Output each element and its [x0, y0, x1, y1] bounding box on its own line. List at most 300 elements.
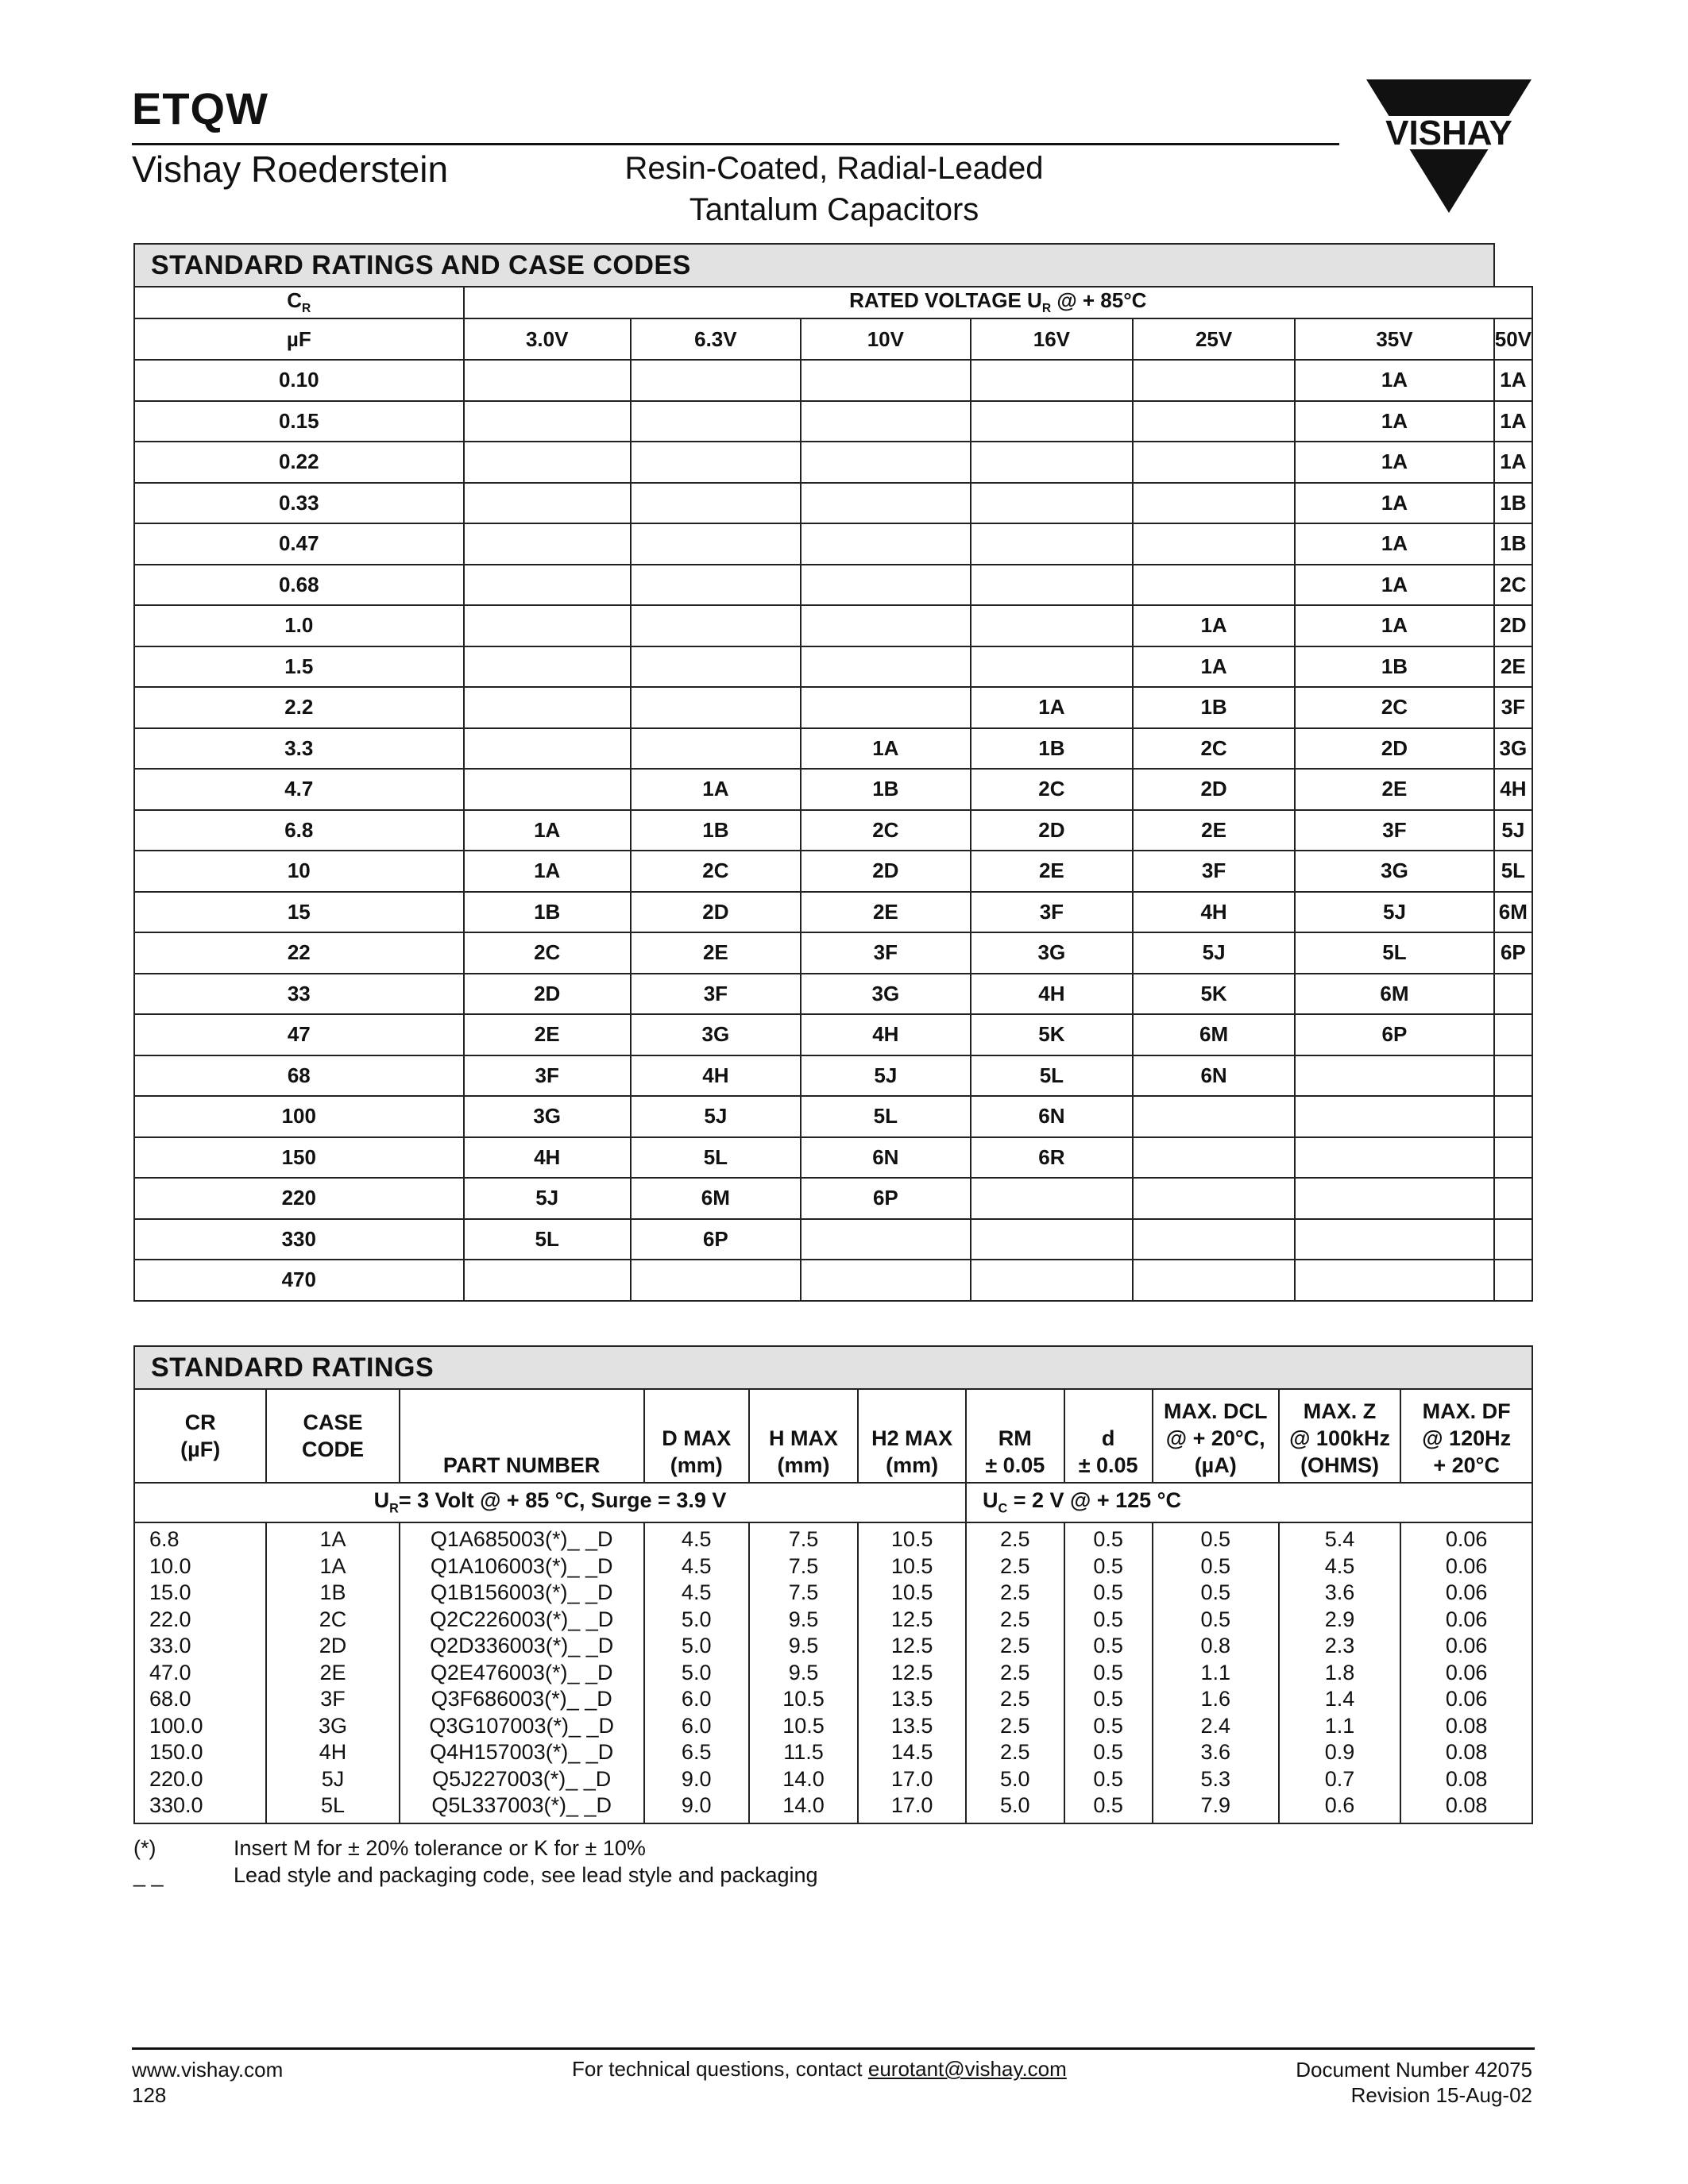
h2max-cell: 10.5: [858, 1553, 966, 1580]
case-code-cell: [464, 483, 631, 524]
part-cell: Q5J227003(*)_ _D: [400, 1766, 644, 1793]
cr-col-header: CR (µF): [134, 1389, 266, 1483]
capacitance-cell: 2.2: [134, 687, 464, 728]
case-code-cell: 2E: [1133, 810, 1295, 851]
df-cell: 0.08: [1400, 1766, 1532, 1793]
dmax-cell: 6.0: [644, 1686, 749, 1713]
case-code-cell: [1133, 1096, 1295, 1137]
case-code-cell: 6N: [1133, 1055, 1295, 1097]
case-code-cell: 5J: [631, 1096, 801, 1137]
case-code-cell: [1295, 1219, 1494, 1260]
capacitance-cell: 1.5: [134, 646, 464, 688]
case-code-cell: 2D: [631, 892, 801, 933]
case-cell: 1B: [266, 1580, 399, 1607]
case-code-cell: [801, 646, 971, 688]
case-code-cell: [971, 483, 1133, 524]
case-code-cell: 1A: [1295, 401, 1494, 442]
capacitance-cell: 15: [134, 892, 464, 933]
vishay-logo: [1363, 76, 1535, 216]
case-code-cell: 5L: [1295, 932, 1494, 974]
case-code-cell: [1494, 1014, 1532, 1055]
case-code-cell: 6P: [631, 1219, 801, 1260]
case-code-cell: [801, 1219, 971, 1260]
hmax-cell: 10.5: [749, 1713, 859, 1740]
footer-rule: [132, 2047, 1535, 2050]
capacitance-cell: 0.10: [134, 360, 464, 401]
rm-cell: 2.5: [966, 1553, 1064, 1580]
rm-cell: 2.5: [966, 1713, 1064, 1740]
part-cell: Q2D336003(*)_ _D: [400, 1633, 644, 1660]
table-row: [134, 1522, 1532, 1553]
case-code-cell: 6M: [1295, 974, 1494, 1015]
case-code-cell: [464, 769, 631, 810]
hmax-cell: 7.5: [749, 1522, 859, 1553]
case-code-cell: [1295, 1096, 1494, 1137]
table-row: [134, 1553, 1532, 1580]
dcl-cell: 1.6: [1153, 1686, 1279, 1713]
case-code-cell: [464, 401, 631, 442]
dcl-col-header: MAX. DCL @ + 20°C, (µA): [1153, 1389, 1279, 1483]
h2max-cell: 17.0: [858, 1792, 966, 1823]
z-cell: 5.4: [1279, 1522, 1401, 1553]
subtitle-line-1: Resin-Coated, Radial-Leaded: [624, 151, 1044, 186]
table-row: [134, 851, 1532, 892]
hmax-cell: 14.0: [749, 1792, 859, 1823]
hmax-cell: 10.5: [749, 1686, 859, 1713]
case-code-cell: [631, 687, 801, 728]
capacitance-cell: 0.22: [134, 442, 464, 483]
case-code-cell: [631, 442, 801, 483]
z-cell: 2.9: [1279, 1607, 1401, 1634]
h2max-cell: 17.0: [858, 1766, 966, 1793]
case-code-cell: 6N: [801, 1137, 971, 1179]
case-code-cell: [971, 523, 1133, 565]
revision-date: Revision 15-Aug-02: [1350, 2083, 1532, 2107]
case-code-cell: [1133, 523, 1295, 565]
subtitle-line-2: Tantalum Capacitors: [689, 192, 979, 227]
case-code-cell: [801, 483, 971, 524]
case-code-cell: [1133, 1178, 1295, 1219]
rm-cell: 5.0: [966, 1792, 1064, 1823]
case-code-cell: 6M: [631, 1178, 801, 1219]
voltage-header: 6.3V: [631, 318, 801, 360]
case-code-cell: 1A: [801, 728, 971, 770]
case-code-cell: 2E: [1494, 646, 1532, 688]
cr-cell: 15.0: [134, 1580, 266, 1607]
page-number: 128: [132, 2083, 167, 2107]
case-code-cell: [631, 605, 801, 646]
part-col-header: PART NUMBER: [400, 1389, 644, 1483]
part-cell: Q3G107003(*)_ _D: [400, 1713, 644, 1740]
part-cell: Q1A106003(*)_ _D: [400, 1553, 644, 1580]
capacitance-cell: 470: [134, 1260, 464, 1301]
hmax-cell: 9.5: [749, 1633, 859, 1660]
table-row: [134, 1607, 1532, 1634]
z-cell: 0.6: [1279, 1792, 1401, 1823]
case-code-cell: 6M: [1494, 892, 1532, 933]
df-cell: 0.06: [1400, 1607, 1532, 1634]
case-code-cell: [1133, 360, 1295, 401]
case-code-cell: 2C: [464, 932, 631, 974]
cr-cell: 68.0: [134, 1686, 266, 1713]
case-code-cell: [1295, 1137, 1494, 1179]
dcl-cell: 0.8: [1153, 1633, 1279, 1660]
capacitance-cell: 10: [134, 851, 464, 892]
case-code-cell: [464, 360, 631, 401]
case-cell: 3F: [266, 1686, 399, 1713]
case-cell: 5J: [266, 1766, 399, 1793]
case-code-cell: 6R: [971, 1137, 1133, 1179]
case-code-cell: [801, 605, 971, 646]
rm-cell: 2.5: [966, 1607, 1064, 1634]
z-cell: 1.8: [1279, 1660, 1401, 1687]
case-code-cell: 2D: [1133, 769, 1295, 810]
voltage-header: 3.0V: [464, 318, 631, 360]
document-number: Document Number 42075: [1296, 2058, 1532, 2082]
case-code-cell: [801, 565, 971, 606]
case-cell: 3G: [266, 1713, 399, 1740]
case-code-cell: [801, 687, 971, 728]
case-code-cell: 1A: [631, 769, 801, 810]
hmax-cell: 11.5: [749, 1739, 859, 1766]
dmax-cell: 9.0: [644, 1766, 749, 1793]
df-cell: 0.08: [1400, 1713, 1532, 1740]
capacitance-cell: 6.8: [134, 810, 464, 851]
z-col-header: MAX. Z @ 100kHz (OHMS): [1279, 1389, 1401, 1483]
d-cell: 0.5: [1064, 1792, 1153, 1823]
rm-cell: 5.0: [966, 1766, 1064, 1793]
case-code-cell: [631, 401, 801, 442]
dmax-cell: 6.0: [644, 1713, 749, 1740]
case-code-cell: 6P: [801, 1178, 971, 1219]
case-code-cell: [1133, 1219, 1295, 1260]
h2max-cell: 12.5: [858, 1607, 966, 1634]
case-code-cell: 3F: [971, 892, 1133, 933]
case-cell: 2E: [266, 1660, 399, 1687]
z-cell: 0.7: [1279, 1766, 1401, 1793]
case-code-cell: 3G: [1295, 851, 1494, 892]
part-cell: Q1B156003(*)_ _D: [400, 1580, 644, 1607]
category-voltage-condition: $U_C = 2$ V @ + 125 °C: [966, 1483, 1532, 1522]
dmax-cell: 5.0: [644, 1660, 749, 1687]
table-row: [134, 974, 1532, 1015]
d-cell: 0.5: [1064, 1713, 1153, 1740]
case-code-cell: 5J: [801, 1055, 971, 1097]
case-code-cell: 5L: [801, 1096, 971, 1137]
case-code-cell: 5L: [631, 1137, 801, 1179]
case-code-cell: [801, 401, 971, 442]
voltage-header: 25V: [1133, 318, 1295, 360]
case-code-cell: 2E: [1295, 769, 1494, 810]
case-code-cell: 2E: [631, 932, 801, 974]
case-code-cell: [464, 565, 631, 606]
d-cell: 0.5: [1064, 1553, 1153, 1580]
dcl-cell: 0.5: [1153, 1522, 1279, 1553]
table-row: [134, 1096, 1532, 1137]
cr-cell: 33.0: [134, 1633, 266, 1660]
dcl-cell: 7.9: [1153, 1792, 1279, 1823]
capacitance-cell: 47: [134, 1014, 464, 1055]
case-code-cell: [631, 360, 801, 401]
case-code-cell: 5L: [971, 1055, 1133, 1097]
case-code-cell: 6P: [1494, 932, 1532, 974]
website-link[interactable]: www.vishay.com: [132, 2058, 284, 2082]
case-code-cell: 6M: [1133, 1014, 1295, 1055]
case-code-cell: 1B: [1295, 646, 1494, 688]
capacitance-cell: 330: [134, 1219, 464, 1260]
case-code-cell: 1A: [1494, 401, 1532, 442]
table-row: [134, 1580, 1532, 1607]
case-code-cell: 2E: [464, 1014, 631, 1055]
case-code-cell: 2D: [1295, 728, 1494, 770]
case-code-cell: 2C: [631, 851, 801, 892]
dmax-cell: 4.5: [644, 1580, 749, 1607]
df-cell: 0.08: [1400, 1739, 1532, 1766]
table-row: [134, 1178, 1532, 1219]
case-code-cell: [1494, 1096, 1532, 1137]
case-code-cell: [464, 605, 631, 646]
case-code-cell: 4H: [801, 1014, 971, 1055]
document-subtitle: [588, 148, 1080, 230]
table-row: [134, 523, 1532, 565]
case-code-cell: [801, 523, 971, 565]
case-code-cell: [971, 1219, 1133, 1260]
case-codes-table: [133, 243, 1533, 1302]
case-code-cell: [1494, 1260, 1532, 1301]
table-row: [134, 769, 1532, 810]
table-row: [134, 1260, 1532, 1301]
case-code-cell: 1A: [1295, 442, 1494, 483]
table-row: [134, 1633, 1532, 1660]
case-code-cell: 2C: [1295, 687, 1494, 728]
case-code-cell: 5J: [464, 1178, 631, 1219]
capacitance-cell: 33: [134, 974, 464, 1015]
case-code-cell: 2E: [801, 892, 971, 933]
table-row: [134, 1014, 1532, 1055]
rm-cell: 2.5: [966, 1580, 1064, 1607]
case-code-cell: [1133, 483, 1295, 524]
case-code-cell: [1295, 1055, 1494, 1097]
df-cell: 0.06: [1400, 1660, 1532, 1687]
capacitance-cell: 0.68: [134, 565, 464, 606]
case-code-cell: [971, 442, 1133, 483]
dmax-cell: 4.5: [644, 1553, 749, 1580]
case-code-cell: 3G: [1494, 728, 1532, 770]
cr-cell: 330.0: [134, 1792, 266, 1823]
document-title: ETQW: [132, 83, 268, 133]
case-code-cell: [1133, 1260, 1295, 1301]
d-cell: 0.5: [1064, 1607, 1153, 1634]
df-cell: 0.06: [1400, 1522, 1532, 1553]
capacitance-cell: 100: [134, 1096, 464, 1137]
case-code-cell: 1A: [1295, 565, 1494, 606]
d-cell: 0.5: [1064, 1660, 1153, 1687]
h2max-cell: 10.5: [858, 1580, 966, 1607]
table-row: [134, 1713, 1532, 1740]
case-code-cell: [1133, 442, 1295, 483]
h2max-cell: 12.5: [858, 1633, 966, 1660]
footnotes: [133, 1835, 818, 1889]
table-row: [134, 810, 1532, 851]
capacitance-cell: 0.15: [134, 401, 464, 442]
h2max-cell: 13.5: [858, 1686, 966, 1713]
df-cell: 0.06: [1400, 1686, 1532, 1713]
case-code-cell: [464, 1260, 631, 1301]
z-cell: 1.1: [1279, 1713, 1401, 1740]
case-code-cell: 2C: [801, 810, 971, 851]
capacitance-cell: 4.7: [134, 769, 464, 810]
case-cell: 2D: [266, 1633, 399, 1660]
dcl-cell: 3.6: [1153, 1739, 1279, 1766]
case-code-cell: 6N: [971, 1096, 1133, 1137]
rated-voltage-condition: $U_R= 3$ Volt @ + 85 °C, Surge = 3.9 V: [134, 1483, 966, 1522]
case-code-cell: 1B: [971, 728, 1133, 770]
case-code-cell: 5L: [1494, 851, 1532, 892]
dmax-col-header: D MAX (mm): [644, 1389, 749, 1483]
case-code-cell: 6P: [1295, 1014, 1494, 1055]
df-cell: 0.06: [1400, 1633, 1532, 1660]
dcl-cell: 5.3: [1153, 1766, 1279, 1793]
case-code-cell: 1A: [1295, 360, 1494, 401]
case-code-cell: 5J: [1295, 892, 1494, 933]
dcl-cell: 0.5: [1153, 1553, 1279, 1580]
case-code-cell: 3G: [971, 932, 1133, 974]
table-row: [134, 687, 1532, 728]
case-code-cell: 1A: [971, 687, 1133, 728]
case-code-cell: 4H: [971, 974, 1133, 1015]
capacitance-cell: 150: [134, 1137, 464, 1179]
case-code-cell: 1A: [464, 851, 631, 892]
footer-left: [132, 2057, 283, 2108]
case-code-cell: 1A: [1295, 605, 1494, 646]
table-row: [134, 1660, 1532, 1687]
case-code-cell: [971, 1260, 1133, 1301]
case-code-cell: [1133, 401, 1295, 442]
case-code-cell: [631, 1260, 801, 1301]
cr-cell: 10.0: [134, 1553, 266, 1580]
hmax-cell: 14.0: [749, 1766, 859, 1793]
table-row: [134, 565, 1532, 606]
case-code-cell: [464, 523, 631, 565]
capacitance-cell: 0.47: [134, 523, 464, 565]
rm-cell: 2.5: [966, 1522, 1064, 1553]
case-code-cell: [971, 401, 1133, 442]
case-code-cell: [1133, 1137, 1295, 1179]
z-cell: 4.5: [1279, 1553, 1401, 1580]
dcl-cell: 1.1: [1153, 1660, 1279, 1687]
capacitance-cell: 220: [134, 1178, 464, 1219]
part-cell: Q2E476003(*)_ _D: [400, 1660, 644, 1687]
case-code-cell: 5J: [1494, 810, 1532, 851]
case-code-cell: [1494, 1219, 1532, 1260]
case-code-cell: 3F: [1295, 810, 1494, 851]
case-cell: 4H: [266, 1739, 399, 1766]
d-cell: 0.5: [1064, 1580, 1153, 1607]
case-code-cell: 4H: [631, 1055, 801, 1097]
case-code-cell: [464, 646, 631, 688]
rm-cell: 2.5: [966, 1660, 1064, 1687]
case-code-cell: 1B: [631, 810, 801, 851]
d-cell: 0.5: [1064, 1766, 1153, 1793]
case-code-cell: 3G: [464, 1096, 631, 1137]
case-code-cell: 1A: [1295, 523, 1494, 565]
case-code-cell: 5J: [1133, 932, 1295, 974]
footer-contact: For technical questions, contact eurotant@vishay.com: [572, 2057, 1067, 2081]
case-code-cell: [631, 523, 801, 565]
table-row: [134, 1792, 1532, 1823]
cr-header: $C_R$: [134, 287, 464, 318]
case-code-cell: 1B: [464, 892, 631, 933]
case-code-cell: 1A: [464, 810, 631, 851]
case-code-cell: [971, 646, 1133, 688]
capacitance-cell: 22: [134, 932, 464, 974]
cr-cell: 22.0: [134, 1607, 266, 1634]
case-code-cell: [801, 360, 971, 401]
hmax-cell: 9.5: [749, 1660, 859, 1687]
part-cell: Q2C226003(*)_ _D: [400, 1607, 644, 1634]
case-code-cell: [1133, 565, 1295, 606]
case-code-cell: [1295, 1260, 1494, 1301]
case-codes-title: STANDARD RATINGS AND CASE CODES: [134, 244, 1494, 287]
h2max-col-header: H2 MAX (mm): [858, 1389, 966, 1483]
d-col-header: d ± 0.05: [1064, 1389, 1153, 1483]
case-code-cell: 2D: [971, 810, 1133, 851]
rm-cell: 2.5: [966, 1739, 1064, 1766]
case-code-cell: 2E: [971, 851, 1133, 892]
cr-cell: 100.0: [134, 1713, 266, 1740]
d-cell: 0.5: [1064, 1633, 1153, 1660]
case-cell: 1A: [266, 1522, 399, 1553]
dmax-cell: 6.5: [644, 1739, 749, 1766]
case-code-cell: [464, 687, 631, 728]
case-code-cell: 3F: [631, 974, 801, 1015]
part-cell: Q5L337003(*)_ _D: [400, 1792, 644, 1823]
case-code-cell: 3F: [464, 1055, 631, 1097]
rm-col-header: RM ± 0.05: [966, 1389, 1064, 1483]
case-code-cell: 3F: [801, 932, 971, 974]
case-code-cell: 5L: [464, 1219, 631, 1260]
voltage-header: 16V: [971, 318, 1133, 360]
hmax-cell: 7.5: [749, 1580, 859, 1607]
case-code-cell: [631, 483, 801, 524]
h2max-cell: 13.5: [858, 1713, 966, 1740]
part-cell: Q3F686003(*)_ _D: [400, 1686, 644, 1713]
z-cell: 1.4: [1279, 1686, 1401, 1713]
case-code-cell: [801, 1260, 971, 1301]
case-code-cell: [971, 565, 1133, 606]
case-code-cell: 2C: [971, 769, 1133, 810]
contact-email-link[interactable]: eurotant@vishay.com: [867, 2057, 1067, 2081]
z-cell: 3.6: [1279, 1580, 1401, 1607]
table-row: [134, 892, 1532, 933]
rm-cell: 2.5: [966, 1686, 1064, 1713]
case-code-cell: 1B: [1494, 483, 1532, 524]
table-row: [134, 1055, 1532, 1097]
header-rule: [132, 143, 1339, 145]
case-code-cell: 2D: [1494, 605, 1532, 646]
z-cell: 2.3: [1279, 1633, 1401, 1660]
capacitance-cell: 0.33: [134, 483, 464, 524]
case-cell: 1A: [266, 1553, 399, 1580]
table-row: [134, 1137, 1532, 1179]
case-code-cell: [1295, 1178, 1494, 1219]
case-code-cell: 1A: [1133, 605, 1295, 646]
case-code-cell: [631, 728, 801, 770]
case-code-cell: 1B: [1494, 523, 1532, 565]
h2max-cell: 14.5: [858, 1739, 966, 1766]
case-code-cell: 1B: [801, 769, 971, 810]
case-code-cell: 4H: [1133, 892, 1295, 933]
